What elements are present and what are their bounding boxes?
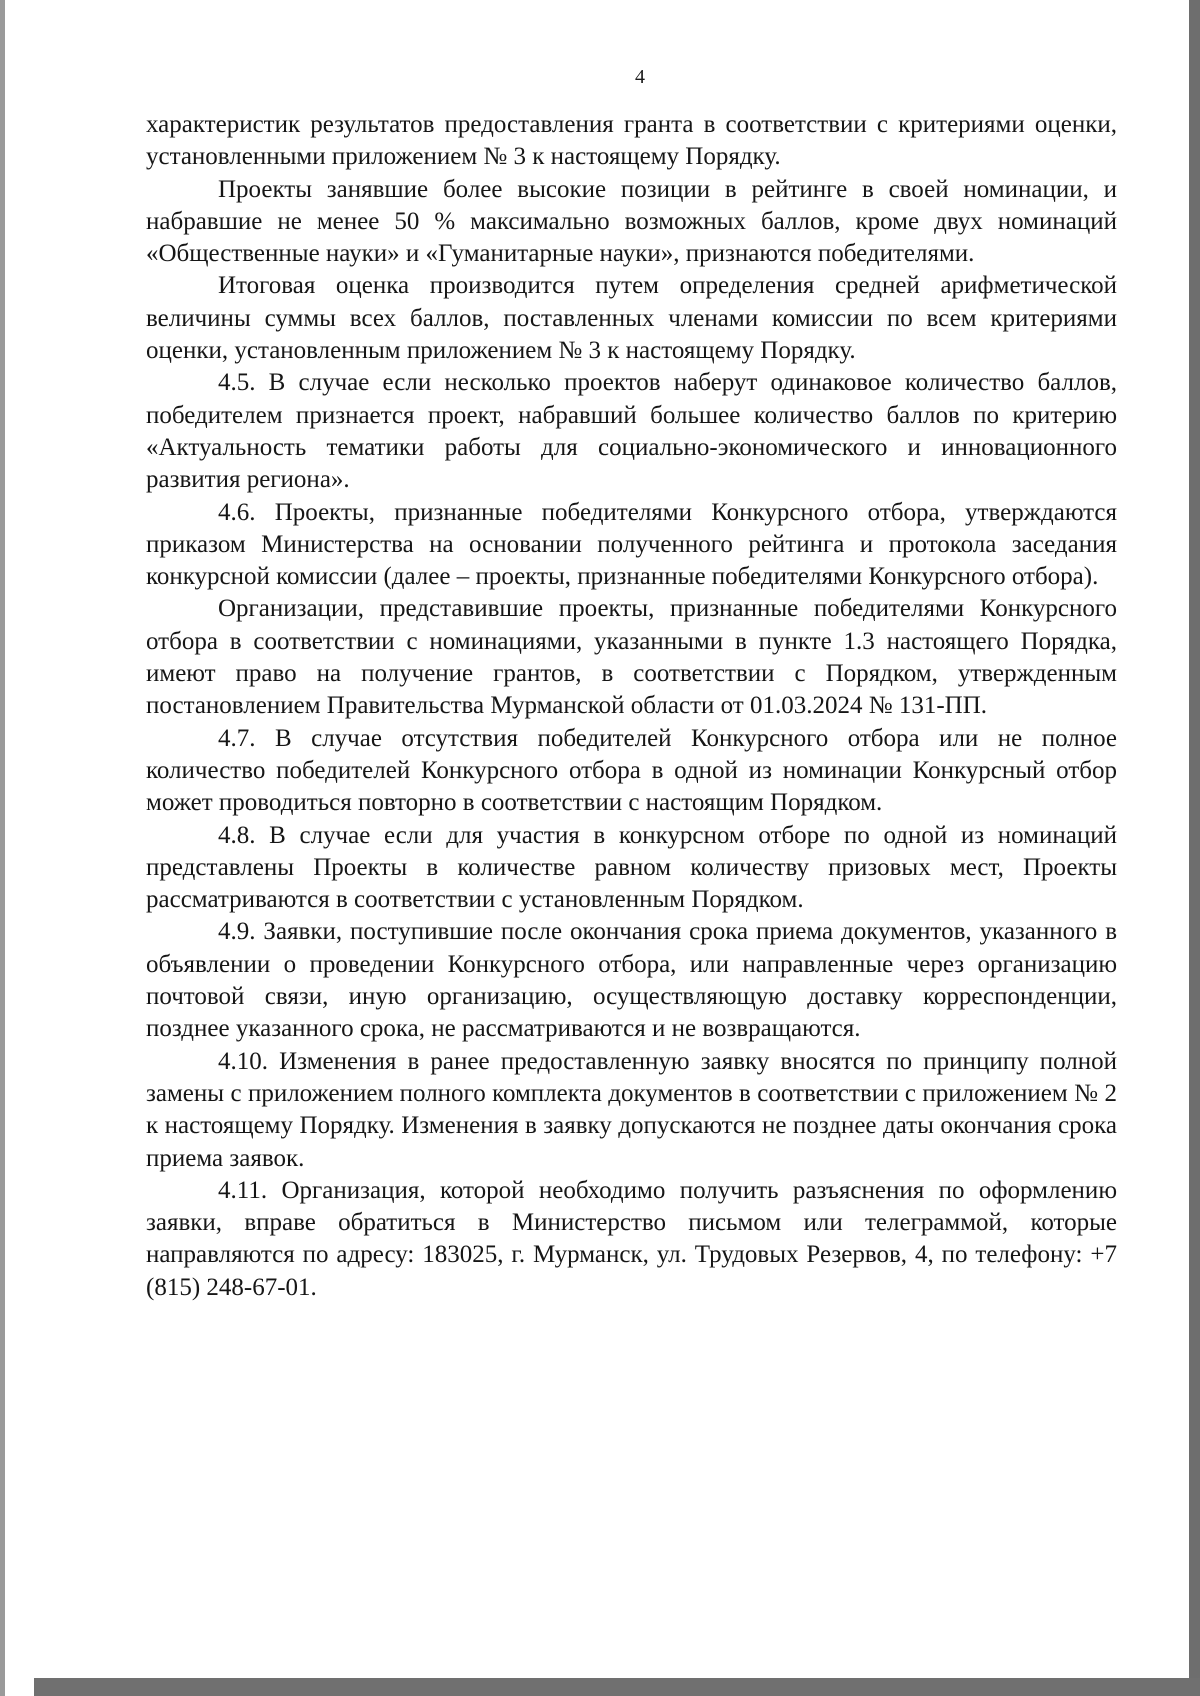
document-body — [146, 109, 1117, 1304]
paragraph-4-9: 4.9. Заявки, поступившие после окончания срока приема документов, указанного в объявлении о проведении Конкурсного отбора, или направленные через организацию почтовой связи, иную организацию, осуществляющую доставку корреспонденции, позднее указанного срока, не рассматриваются и не возвращаются. — [146, 918, 1117, 1043]
scan-bottom-edge — [34, 1678, 1200, 1696]
paragraph-4-7: 4.7. В случае отсутствия победителей Конкурсного отбора или не полное количество победителей Конкурсного отбора в одной из номинации Конкурсный отбор может проводиться повторно в соответствии с настоящим Порядком. — [146, 724, 1117, 817]
paragraph-4-6: 4.6. Проекты, признанные победителями Конкурсного отбора, утверждаются приказом Министерства на основании полученного рейтинга и протокола заседания конкурсной комиссии (далее – проекты, признанные победителями Конкурсного отбора). — [146, 498, 1117, 591]
paragraph-winners-criteria: Проекты занявшие более высокие позиции в рейтинге в своей номинации, и набравшие не менее 50 % максимально возможных баллов, кроме двух номинаций «Общественные науки» и «Гуманитарные науки», признаются победителями. — [146, 175, 1117, 268]
paragraph-4-8: 4.8. В случае если для участия в конкурсном отборе по одной из номинаций представлены Проекты в количестве равном количеству призовых мест, Проекты рассматриваются в соответствии с установленным Порядком. — [146, 821, 1117, 914]
paragraph-4-11: 4.11. Организация, которой необходимо получить разъяснения по оформлению заявки, вправе обратиться в Министерство письмом или телеграммой, которые направляются по адресу: 183025, г. Мурманск, ул. Трудовых Резервов, 4, по телефону: +7 (815) 248-67-01. — [146, 1176, 1117, 1301]
paragraph-continuation: характеристик результатов предоставления гранта в соответствии с критериями оценки, установленными приложением № 3 к настоящему Порядку. — [146, 111, 1117, 171]
paragraph-organizations: Организации, представившие проекты, признанные победителями Конкурсного отбора в соответствии с номинациями, указанными в пункте 1.3 настоящего Порядка, имеют право на получение грантов, в соответствии с Порядком, утвержденным постановлением Правительства Мурманской области от 01.03.2024 № 131-ПП. — [146, 595, 1117, 720]
paragraph-final-score: Итоговая оценка производится путем определения средней арифметической величины суммы всех баллов, поставленных членами комиссии по всем критериями оценки, установленным приложением № 3 к настоящему Порядку. — [146, 272, 1117, 365]
scan-right-edge — [1189, 0, 1200, 1696]
paragraph-4-10: 4.10. Изменения в ранее предоставленную заявку вносятся по принципу полной замены с приложением полного комплекта документов в соответствии с приложением № 2 к настоящему Порядку. Изменения в заявку допускаются не позднее даты окончания срока приема заявок. — [146, 1047, 1117, 1172]
page-number: 4 — [635, 66, 645, 88]
scan-left-edge — [0, 0, 5, 1696]
paragraph-4-5: 4.5. В случае если несколько проектов наберут одинаковое количество баллов, победителем признается проект, набравший большее количество баллов по критерию «Актуальность тематики работы для социально-экономического и инновационного развития региона». — [146, 369, 1117, 494]
